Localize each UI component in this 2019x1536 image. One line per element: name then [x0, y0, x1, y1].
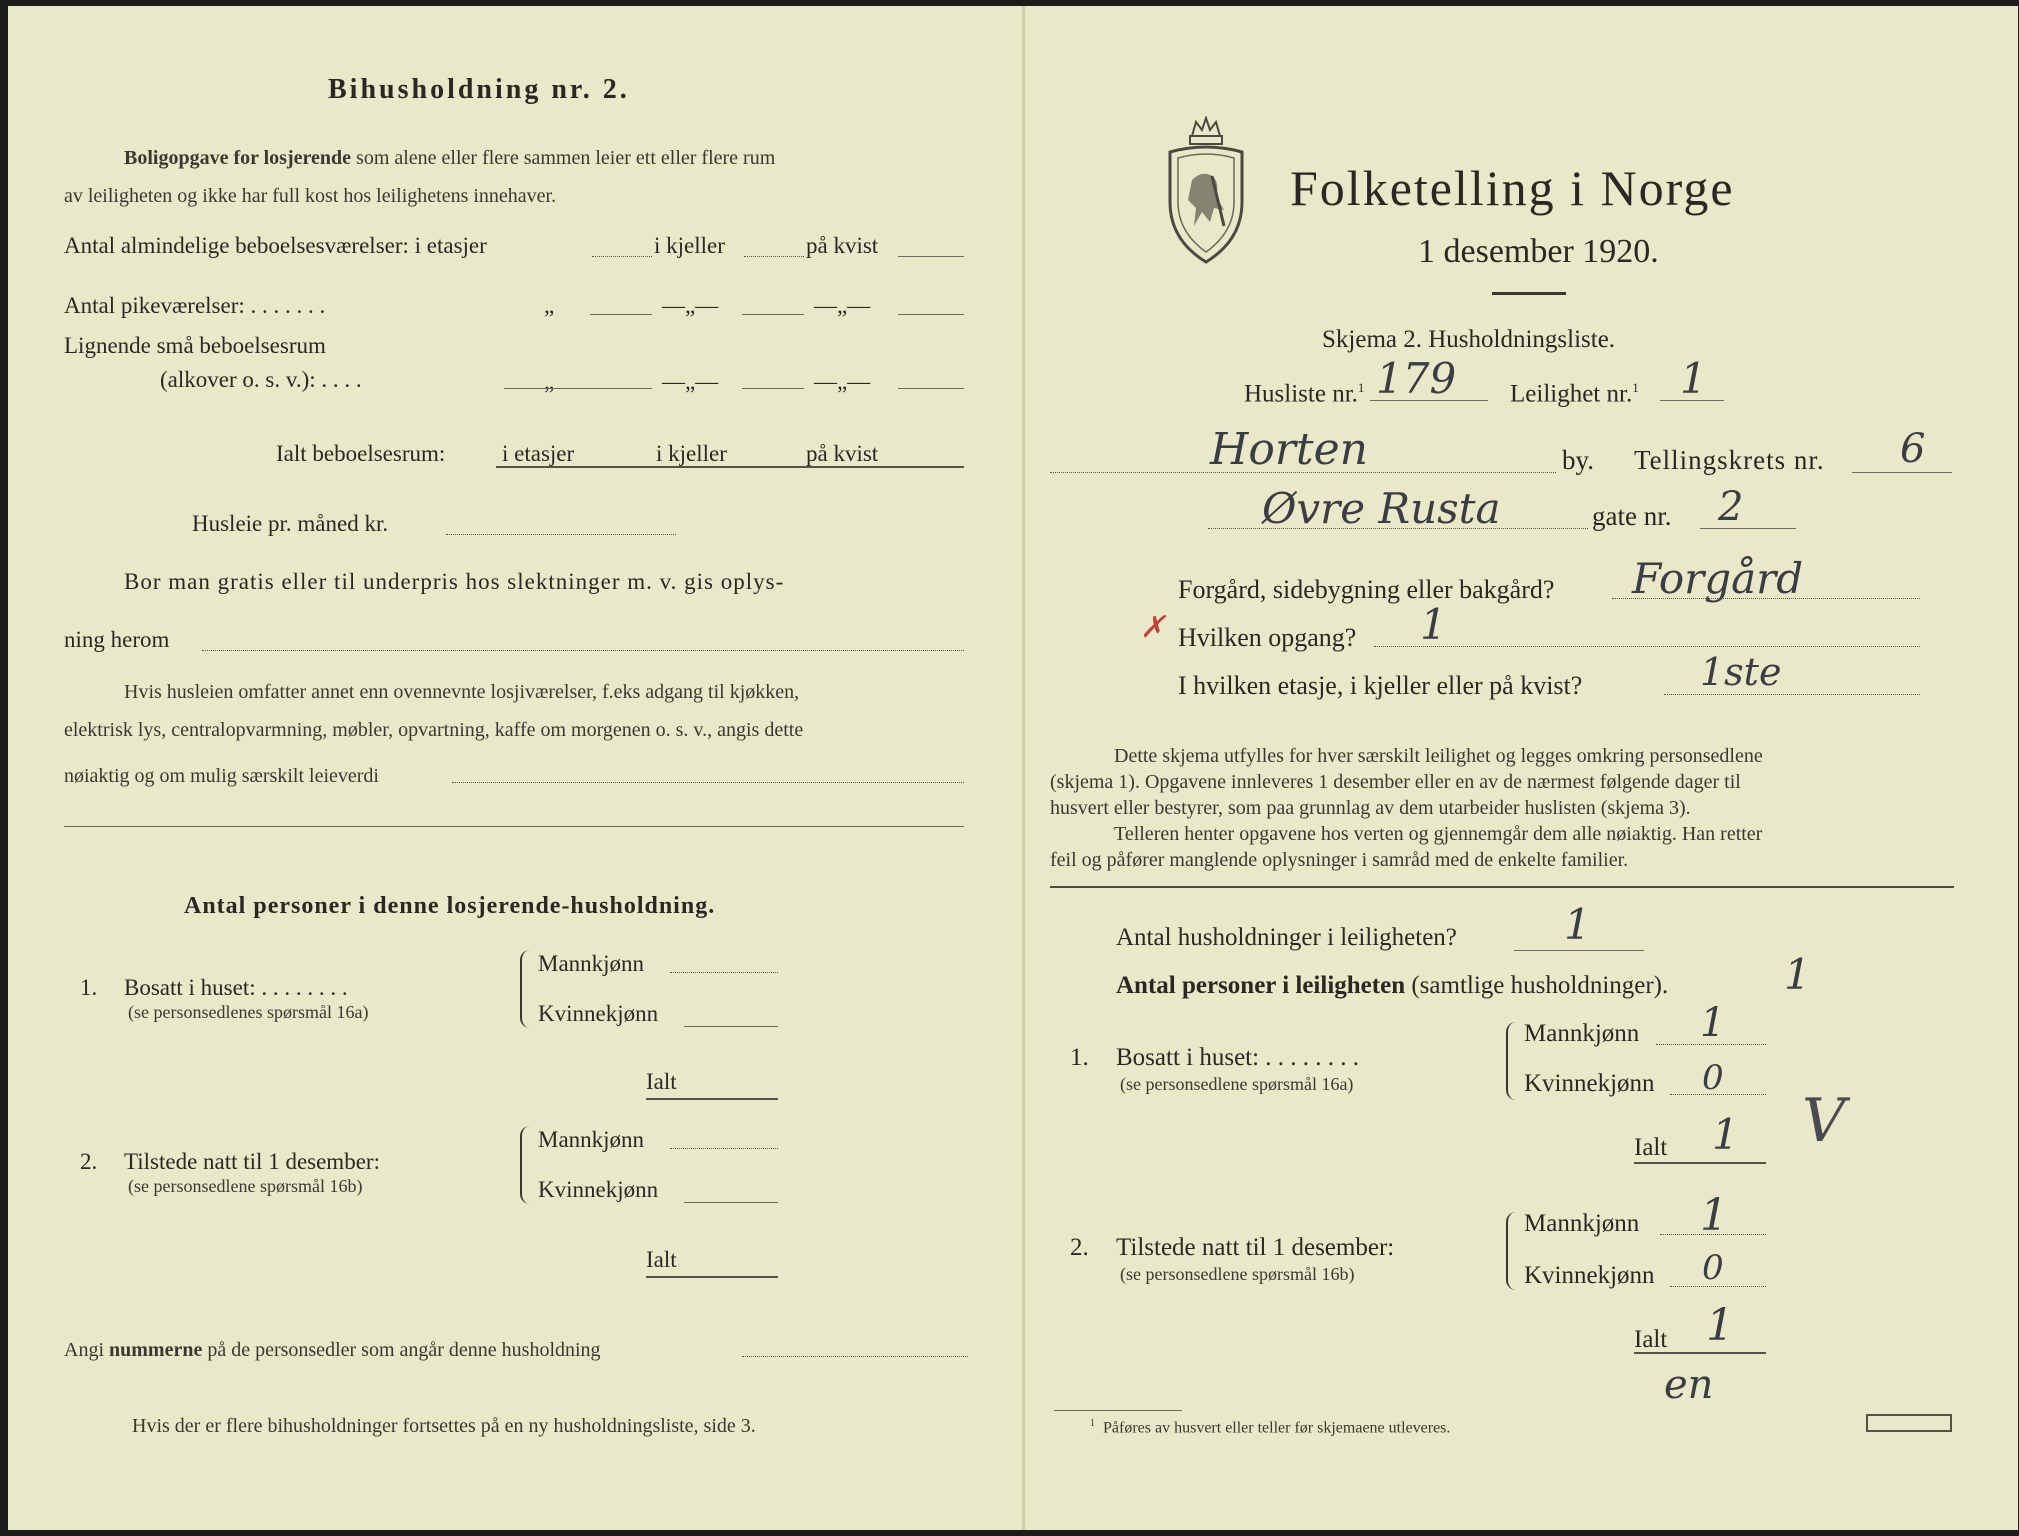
instruction-line-4: Telleren henter opgavene hos verten og gjennemgår dem alle nøiaktig. Han retter — [1114, 823, 1763, 845]
right-title: Folketelling i Norge — [1290, 160, 1735, 216]
households-field[interactable] — [1514, 950, 1644, 951]
red-check-mark: ✗ — [1140, 610, 1166, 645]
total-rooms-field[interactable] — [496, 466, 964, 468]
city-field[interactable] — [1050, 472, 1556, 473]
q1-female-field[interactable] — [684, 1026, 778, 1027]
q1-total-label: Ialt — [646, 1069, 677, 1094]
free-question: Bor man gratis eller til underpris hos slektninger m. v. gis oplys- — [124, 569, 785, 594]
maid-cellar-field[interactable] — [742, 314, 804, 315]
floor-field[interactable] — [1664, 694, 1920, 695]
ditto-mark: „ — [544, 369, 555, 394]
intro-line-2: av leiligheten og ikke har full kost hos leilighetens innehaver. — [64, 185, 557, 207]
city-value[interactable]: Horten — [1210, 424, 1368, 475]
q2-female-field[interactable] — [684, 1202, 778, 1203]
inclusion-line-3: nøiaktig og om mulig særskilt leieverdi — [64, 765, 379, 787]
r-q2-female-label: Kvinnekjønn — [1524, 1262, 1655, 1289]
rent-field[interactable] — [446, 534, 676, 535]
r-q1-brace — [1506, 1022, 1517, 1100]
street-value[interactable]: Øvre Rusta — [1262, 484, 1501, 533]
rooms-attic-label: på kvist — [806, 233, 879, 258]
q2-number: 2. — [80, 1149, 98, 1174]
small-attic-field[interactable] — [898, 388, 964, 389]
inclusion-field[interactable] — [452, 782, 964, 783]
building-label: Forgård, sidebygning eller bakgård? — [1178, 575, 1555, 604]
krets-value[interactable]: 6 — [1900, 426, 1926, 472]
r-q1-female-field[interactable] — [1670, 1094, 1766, 1095]
r-q1-total-value[interactable]: 1 — [1712, 1110, 1739, 1159]
leilighet-label: Leilighet nr.$^1$ — [1510, 380, 1639, 408]
husliste-value[interactable]: 179 — [1376, 354, 1457, 403]
ditto-dash: —„— — [662, 293, 719, 318]
krets-field[interactable] — [1852, 472, 1952, 473]
entrance-field[interactable] — [1374, 646, 1920, 647]
instruction-line-5: feil og påfører manglende oplysninger i samråd med de enkelte familier. — [1050, 849, 1629, 871]
total-attic-label: på kvist — [806, 441, 879, 466]
rooms-floors-field[interactable] — [592, 256, 652, 257]
r-q1-total-field[interactable] — [1634, 1162, 1766, 1164]
reviewer-initials: en — [1664, 1362, 1714, 1408]
q1-label: Bosatt i huset: . . . . . . . . — [124, 975, 348, 1000]
r-q2-label: Tilstede natt til 1 desember: — [1116, 1234, 1395, 1261]
total-floors-label: i etasjer — [502, 441, 575, 466]
households-value[interactable]: 1 — [1564, 900, 1591, 949]
section-rule — [1050, 886, 1954, 888]
r-q1-male-label: Mannkjønn — [1524, 1020, 1640, 1047]
leilighet-field[interactable] — [1660, 400, 1724, 401]
q1-number: 1. — [80, 975, 98, 1000]
q1-male-field[interactable] — [670, 972, 778, 973]
rooms-label: Antal almindelige beboelsesværelser: i etasjer — [64, 233, 487, 258]
numbers-question: Angi nummerne på de personsedler som angår denne husholdning — [64, 1339, 601, 1361]
inclusion-line-1: Hvis husleien omfatter annet enn ovennevnte losjiværelser, f.eks adgang til kjøkken, — [124, 681, 800, 703]
r-q1-number: 1. — [1070, 1044, 1089, 1071]
r-q1-female-label: Kvinnekjønn — [1524, 1070, 1655, 1097]
building-field[interactable] — [1612, 598, 1920, 599]
street-label: gate nr. — [1592, 501, 1672, 531]
street-number-field[interactable] — [1700, 528, 1796, 529]
r-q2-brace — [1506, 1212, 1517, 1290]
floor-value[interactable]: 1ste — [1700, 650, 1782, 694]
persons-value[interactable]: 1 — [1784, 950, 1811, 999]
street-field[interactable] — [1208, 528, 1588, 529]
households-label: Antal husholdninger i leiligheten? — [1116, 924, 1457, 951]
q2-male-label: Mannkjønn — [538, 1127, 645, 1152]
small-rooms-label: Lignende små beboelsesrum — [64, 333, 326, 358]
r-q2-number: 2. — [1070, 1234, 1089, 1261]
r-q1-female-value[interactable]: 0 — [1702, 1058, 1724, 1098]
q1-female-label: Kvinnekjønn — [538, 1001, 659, 1026]
page-fold — [1022, 6, 1025, 1530]
free-field[interactable] — [202, 650, 964, 651]
ditto-mark: „ — [544, 293, 555, 318]
footnote-rule — [1054, 1410, 1182, 1411]
maid-rooms-label: Antal pikeværelser: . . . . . . . — [64, 293, 326, 318]
title-rule — [1492, 292, 1566, 295]
r-q2-male-label: Mannkjønn — [1524, 1210, 1640, 1237]
city-label: by. — [1562, 445, 1594, 475]
free-question-cont: ning herom — [64, 627, 170, 652]
persons-label: Antal personer i leiligheten (samtlige husholdninger). — [1116, 972, 1669, 999]
r-q2-female-value[interactable]: 0 — [1702, 1248, 1724, 1288]
ditto-dash: —„— — [662, 369, 719, 394]
r-q1-note: (se personsedlene spørsmål 16a) — [1120, 1074, 1354, 1094]
building-value[interactable]: Forgård — [1632, 554, 1804, 603]
r-q2-note: (se personsedlene spørsmål 16b) — [1120, 1264, 1355, 1284]
r-q1-male-field[interactable] — [1656, 1044, 1766, 1045]
numbers-field[interactable] — [742, 1356, 968, 1357]
r-q2-total-field[interactable] — [1634, 1352, 1766, 1354]
r-q2-total-value[interactable]: 1 — [1706, 1300, 1734, 1351]
entrance-value[interactable]: 1 — [1420, 600, 1447, 649]
census-date: 1 desember 1920. — [1418, 233, 1659, 270]
total-rooms-label: Ialt beboelsesrum: — [276, 441, 446, 466]
printer-stamp — [1866, 1414, 1952, 1432]
husliste-label: Husliste nr.$^1$ — [1244, 380, 1365, 408]
rent-label: Husleie pr. måned kr. — [192, 511, 389, 536]
q2-male-field[interactable] — [670, 1148, 778, 1149]
small-cellar-field[interactable] — [742, 388, 804, 389]
r-q2-total-label: Ialt — [1634, 1326, 1668, 1353]
schema-label: Skjema 2. Husholdningsliste. — [1322, 326, 1616, 353]
leilighet-value[interactable]: 1 — [1680, 354, 1707, 403]
r-q1-label: Bosatt i huset: . . . . . . . . — [1116, 1044, 1360, 1071]
maid-attic-field[interactable] — [898, 314, 964, 315]
rooms-cellar-label: i kjeller — [654, 233, 725, 258]
ditto-dash: —„— — [814, 369, 871, 394]
q2-total-label: Ialt — [646, 1247, 677, 1272]
check-tick: V — [1802, 1086, 1846, 1156]
intro-line-1: Boligopgave for losjerende som alene eller flere sammen leier ett eller flere rum — [124, 147, 776, 169]
inclusion-line-2: elektrisk lys, centralopvarmning, møbler, opvartning, kaffe om morgenen o. s. v., angis dette — [64, 719, 804, 741]
maid-floors-field[interactable] — [590, 314, 652, 315]
q2-total-field[interactable] — [646, 1276, 778, 1278]
r-q2-male-field[interactable] — [1660, 1234, 1766, 1235]
r-q1-male-value[interactable]: 1 — [1700, 1000, 1726, 1046]
krets-label: Tellingskrets nr. — [1634, 445, 1825, 475]
q2-note: (se personsedlene spørsmål 16b) — [128, 1176, 363, 1196]
instruction-line-3: husvert eller bestyrer, som paa grunnlag av dem utarbeider huslisten (skjema 3). — [1050, 797, 1691, 819]
left-title: Bihusholdning nr. 2. — [328, 74, 630, 105]
more-households-note: Hvis der er flere bihusholdninger fortsettes på en ny husholdningsliste, side 3. — [132, 1415, 756, 1437]
total-cellar-label: i kjeller — [656, 441, 727, 466]
r-q2-female-field[interactable] — [1670, 1286, 1766, 1287]
q1-total-field[interactable] — [646, 1098, 778, 1100]
q1-brace — [520, 950, 531, 1028]
q1-male-label: Mannkjønn — [538, 951, 645, 976]
street-number-value[interactable]: 2 — [1718, 484, 1744, 530]
rooms-attic-field[interactable] — [898, 256, 964, 257]
small-rooms-sublabel: (alkover o. s. v.): . . . . — [160, 367, 362, 392]
r-q2-male-value[interactable]: 1 — [1700, 1190, 1728, 1241]
q2-label: Tilstede natt til 1 desember: — [124, 1149, 380, 1174]
instruction-line-1: Dette skjema utfylles for hver særskilt leilighet og legges omkring personsedlene — [1114, 745, 1763, 767]
coat-of-arms-icon — [1162, 116, 1250, 266]
q2-female-label: Kvinnekjønn — [538, 1177, 659, 1202]
q1-note: (se personsedlenes spørsmål 16a) — [128, 1002, 369, 1022]
husliste-field[interactable] — [1370, 400, 1488, 401]
persons-heading: Antal personer i denne losjerende-husholdning. — [184, 893, 716, 919]
q2-brace — [520, 1126, 531, 1204]
entrance-label: Hvilken opgang? — [1178, 623, 1357, 652]
instruction-line-2: (skjema 1). Opgavene innleveres 1 desember eller en av de nærmest følgende dager til — [1050, 771, 1741, 793]
floor-label: I hvilken etasje, i kjeller eller på kvist? — [1178, 671, 1583, 700]
small-floors-field[interactable] — [504, 388, 652, 389]
footnote: $^1$ Påføres av husvert eller teller før skjemaene utleveres. — [1090, 1418, 1451, 1437]
inclusion-field-2[interactable] — [64, 826, 964, 827]
rooms-cellar-field[interactable] — [744, 256, 804, 257]
ditto-dash: —„— — [814, 293, 871, 318]
r-q1-total-label: Ialt — [1634, 1134, 1668, 1161]
